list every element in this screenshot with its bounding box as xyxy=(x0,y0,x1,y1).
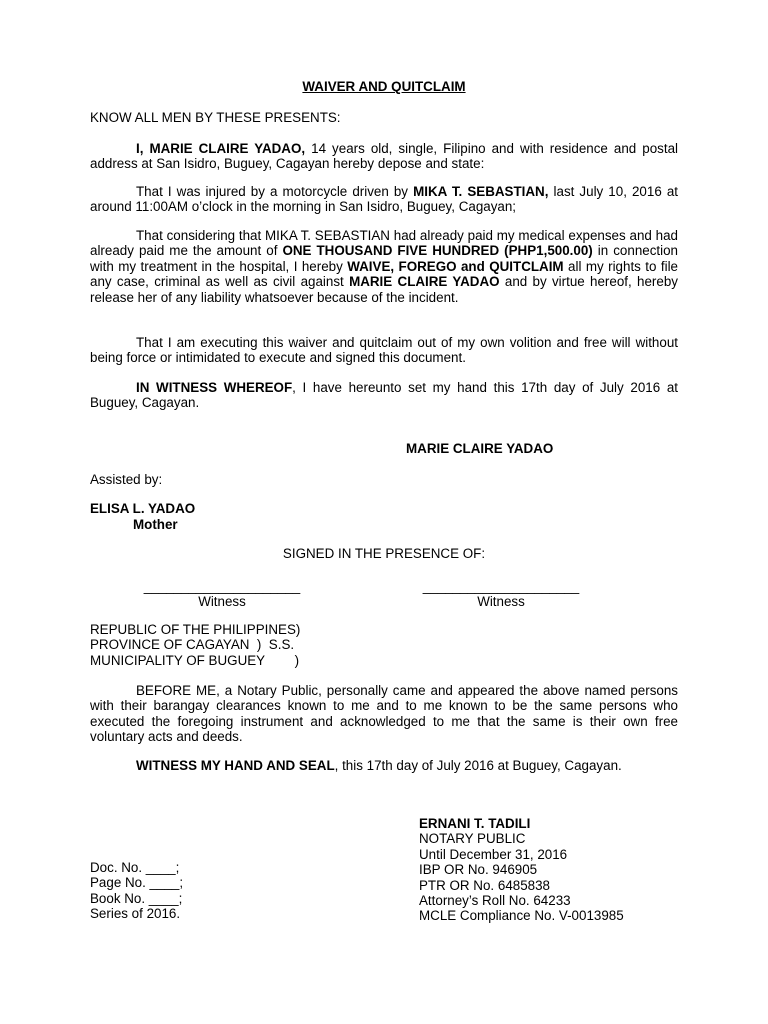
notary-detail: IBP OR No. 946905 xyxy=(419,862,538,878)
paragraph-hand-and-seal xyxy=(90,758,678,773)
paragraph-text: in connection with my treatment in the hospital, I hereby xyxy=(90,243,678,274)
notary-block xyxy=(419,816,624,924)
witness-label: Witness xyxy=(198,594,246,610)
notary-detail: PTR OR No. 6485838 xyxy=(419,877,550,893)
notary-detail: NOTARY PUBLIC xyxy=(419,831,526,847)
witness-signature-2 xyxy=(411,579,591,610)
doc-number: Doc. No. ____; xyxy=(90,860,180,875)
notary-detail: Until December 31, 2016 xyxy=(419,846,568,862)
witness-label: Witness xyxy=(477,594,525,610)
paragraph-witness-whereof xyxy=(90,380,678,411)
driver-name: MIKA T. SEBASTIAN, xyxy=(413,184,549,199)
payment-amount: ONE THOUSAND FIVE HUNDRED (PHP1,500.00) xyxy=(282,243,593,259)
venue-block xyxy=(90,622,300,668)
paragraph-text: , this 17th day of July 2016 at Buguey, Cagayan. xyxy=(334,758,622,773)
waiver-phrase: WAIVE, FOREGO and QUITCLAIM xyxy=(347,258,564,274)
notary-name: ERNANI T. TADILI xyxy=(419,816,531,831)
book-number: Book No. ____; xyxy=(90,890,183,906)
signature-line: _____________________ xyxy=(422,579,580,594)
presence-heading: SIGNED IN THE PRESENCE OF: xyxy=(282,546,486,561)
venue-line: REPUBLIC OF THE PHILIPPINES) xyxy=(90,622,301,637)
notary-detail: MCLE Compliance No. V-0013985 xyxy=(419,908,624,924)
paragraph-payment xyxy=(90,228,678,305)
declarant-name: I, MARIE CLAIRE YADAO, xyxy=(136,141,306,156)
witness-signature-1 xyxy=(132,579,312,610)
venue-line: PROVINCE OF CAGAYAN ) S.S. xyxy=(90,637,295,653)
assisted-by-label: Assisted by: xyxy=(90,472,163,487)
notary-detail: Attorney’s Roll No. 64233 xyxy=(419,892,571,908)
document-reference-block xyxy=(90,860,183,922)
paragraph-text: That considering that MIKA T. SEBASTIAN had already paid my medical expenses and had already paid me the amount of xyxy=(90,228,678,259)
paragraph-declarant xyxy=(90,141,678,172)
document-title: WAIVER AND QUITCLAIM xyxy=(302,79,466,94)
assistant-name: ELISA L. YADAO xyxy=(90,501,196,516)
paragraph-incident xyxy=(90,184,678,215)
released-party-name: MARIE CLAIRE YADAO xyxy=(349,274,500,290)
paragraph-text: 14 years old, single, Filipino and with residence and postal address at San Isidro, Buguey, Cagayan hereby depose and state: xyxy=(90,141,678,172)
paragraph-volition: That I am executing this waiver and quitclaim out of my own volition and free will without being force or intimidated to execute and signed this document. xyxy=(90,335,678,366)
paragraph-text: and by virtue hereof, hereby release her of any liability whatsoever because of the incident. xyxy=(90,274,678,305)
assistant-relation: Mother xyxy=(133,517,178,532)
paragraph-notary-acknowledgment: BEFORE ME, a Notary Public, personally came and appeared the above named persons with their barangay clearances known to me and to me known to be the same persons who executed the foregoing instrument and acknowledged to me that the same is their own free voluntary acts and deeds. xyxy=(90,683,678,745)
series-year: Series of 2016. xyxy=(90,906,181,922)
paragraph-text: all my rights to file any case, criminal as well as civil against xyxy=(90,258,678,290)
paragraph-text: last July 10, 2016 at around 11:00AM o’clock in the morning in San Isidro, Buguey, Cagayan; xyxy=(90,184,679,215)
hand-and-seal-phrase: WITNESS MY HAND AND SEAL xyxy=(136,758,335,773)
signature-line: _____________________ xyxy=(143,579,301,594)
venue-line: MUNICIPALITY OF BUGUEY ) xyxy=(90,652,300,668)
witness-whereof-phrase: IN WITNESS WHEREOF xyxy=(136,380,293,395)
paragraph-text: That I was injured by a motorcycle driven by xyxy=(136,184,414,199)
intro-line: KNOW ALL MEN BY THESE PRESENTS: xyxy=(90,110,341,125)
page-number: Page No. ____; xyxy=(90,875,184,891)
signatory-name: MARIE CLAIRE YADAO xyxy=(406,441,554,456)
paragraph-text: , I have hereunto set my hand this 17th day of July 2016 at Buguey, Cagayan. xyxy=(90,380,678,411)
